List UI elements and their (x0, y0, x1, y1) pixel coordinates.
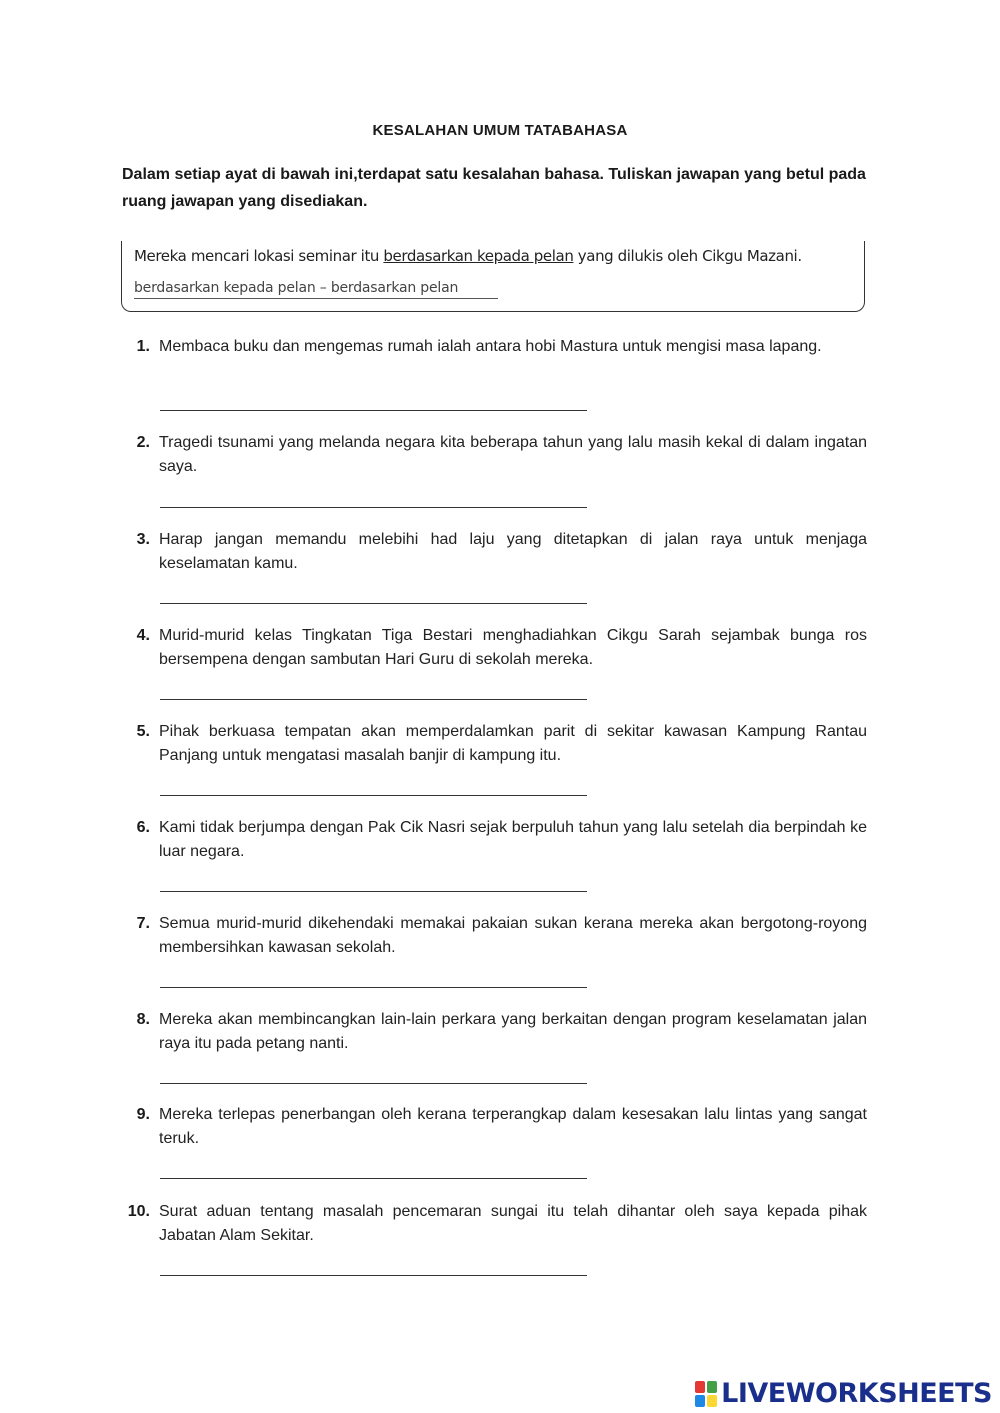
question-number: 6. (136, 819, 150, 836)
example-error-phrase: berdasarkan kepada pelan (383, 247, 574, 265)
question-number: 8. (136, 1011, 150, 1028)
answer-line-9[interactable] (160, 1178, 587, 1179)
logo-block-yellow (707, 1395, 717, 1407)
question-number: 4. (136, 627, 150, 644)
liveworksheets-brand (695, 1378, 992, 1409)
answer-line-3[interactable] (160, 603, 587, 604)
answer-line-4[interactable] (160, 699, 587, 700)
example-sentence-before: Mereka mencari lokasi seminar itu (134, 247, 384, 265)
answer-line-10[interactable] (160, 1275, 587, 1276)
answer-line-8[interactable] (160, 1083, 587, 1084)
question-text: Surat aduan tentang masalah pencemaran sungai itu telah dihantar oleh saya kepada pihak Jabatan Alam Sekitar. (159, 1203, 867, 1244)
answer-line-7[interactable] (160, 987, 587, 988)
question-number: 10. (127, 1203, 150, 1220)
question-number: 7. (136, 915, 150, 932)
example-answer: berdasarkan kepada pelan – berdasarkan pelan (134, 280, 498, 299)
answer-line-5[interactable] (160, 795, 587, 796)
question-text: Harap jangan memandu melebihi had laju yang ditetapkan di jalan raya untuk menjaga keselamatan kamu. (159, 531, 867, 572)
question-number: 3. (136, 531, 150, 548)
question-text: Pihak berkuasa tempatan akan memperdalamkan parit di sekitar kawasan Kampung Rantau Panjang untuk mengatasi masalah banjir di kampung itu. (159, 723, 867, 764)
question-number: 9. (136, 1106, 150, 1123)
answer-line-1[interactable] (160, 410, 587, 411)
question-text: Membaca buku dan mengemas rumah ialah antara hobi Mastura untuk mengisi masa lapang. (159, 338, 822, 355)
question-text: Mereka terlepas penerbangan oleh kerana terperangkap dalam kesesakan lalu lintas yang sangat teruk. (159, 1106, 867, 1147)
question-text: Tragedi tsunami yang melanda negara kita beberapa tahun yang lalu masih kekal di dalam ingatan saya. (159, 434, 867, 475)
example-sentence (134, 247, 802, 265)
question-number: 2. (136, 434, 150, 451)
liveworksheets-logo-icon (695, 1381, 717, 1407)
answer-line-2[interactable] (160, 507, 587, 508)
example-sentence-after: yang dilukis oleh Cikgu Mazani. (573, 247, 802, 265)
answer-line-6[interactable] (160, 891, 587, 892)
example-box (121, 241, 865, 312)
logo-block-green (707, 1381, 717, 1393)
instructions: Dalam setiap ayat di bawah ini,terdapat satu kesalahan bahasa. Tuliskan jawapan yang betul pada ruang jawapan yang disediakan. (122, 166, 866, 210)
question-number: 1. (136, 338, 150, 355)
page-title: KESALAHAN UMUM TATABAHASA (372, 122, 628, 139)
question-text: Semua murid-murid dikehendaki memakai pakaian sukan kerana mereka akan bergotong-royong membersihkan kawasan sekolah. (159, 915, 867, 956)
question-number: 5. (136, 723, 150, 740)
logo-block-blue (695, 1395, 705, 1407)
question-text: Mereka akan membincangkan lain-lain perkara yang berkaitan dengan program keselamatan jalan raya itu pada petang nanti. (159, 1011, 867, 1052)
question-text: Murid-murid kelas Tingkatan Tiga Bestari menghadiahkan Cikgu Sarah sejambak bunga ros bersempena dengan sambutan Hari Guru di sekolah mereka. (159, 627, 867, 668)
logo-block-red (695, 1381, 705, 1393)
brand-name: LIVEWORKSHEETS (721, 1378, 992, 1409)
question-text: Kami tidak berjumpa dengan Pak Cik Nasri sejak berpuluh tahun yang lalu setelah dia berpindah ke luar negara. (159, 819, 867, 860)
